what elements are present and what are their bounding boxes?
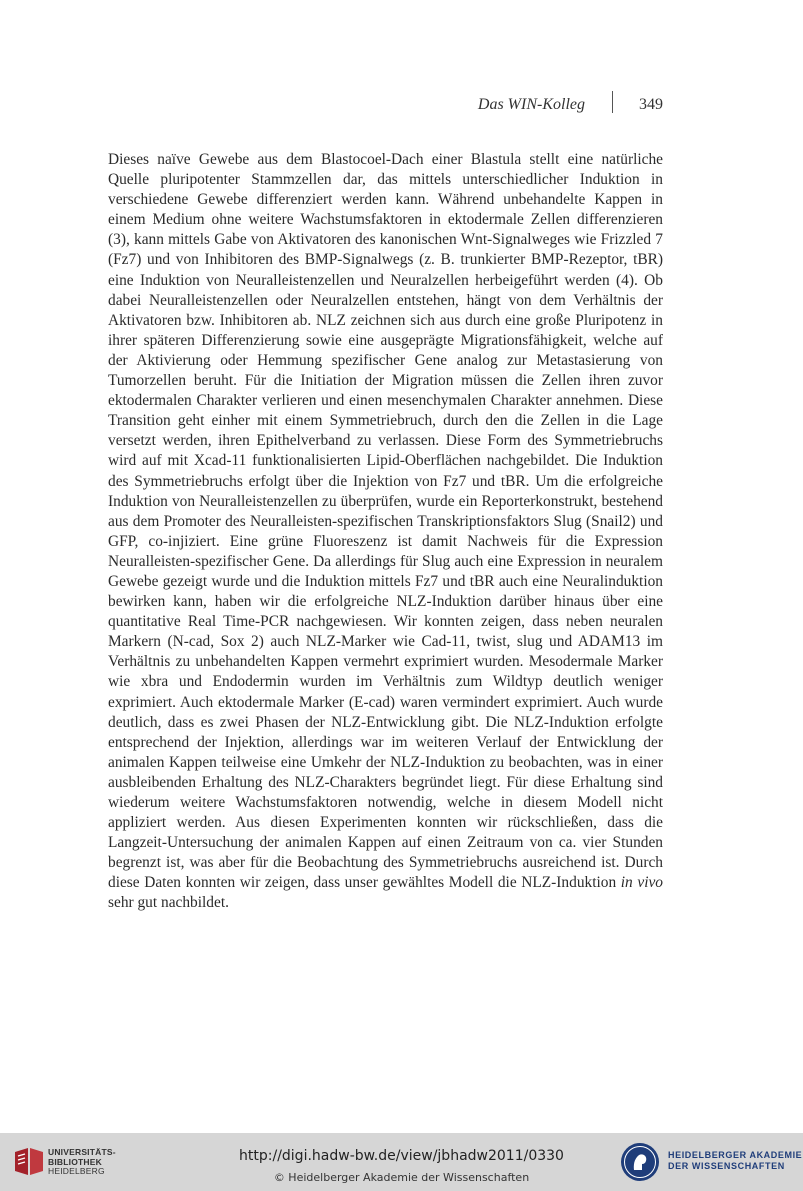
footer-bar — [0, 1133, 803, 1191]
academy-name — [668, 1150, 802, 1171]
library-name-line: UNIVERSITÄTS- — [48, 1147, 116, 1157]
academy-name-line: DER WISSENSCHAFTEN — [668, 1160, 785, 1171]
running-title: Das WIN-Kolleg — [477, 96, 585, 113]
permalink-url[interactable]: http://digi.hadw-bw.de/view/jbhadw2011/0330 — [239, 1148, 564, 1164]
header-divider — [612, 91, 613, 113]
library-name-line: BIBLIOTHEK — [48, 1156, 102, 1167]
academy-name-line: HEIDELBERGER AKADEMIE — [668, 1150, 803, 1160]
italic-term: in vivo — [620, 874, 664, 892]
paragraph — [108, 150, 663, 914]
page-number: 349 — [639, 96, 663, 113]
body-paragraph — [108, 150, 663, 914]
academy-seal-icon — [620, 1142, 660, 1182]
running-head — [108, 93, 663, 119]
paragraph-text-end: sehr gut nachbildet. — [108, 894, 229, 912]
paragraph-text: Dieses naïve Gewebe aus dem Blastocoel-Dach einer Blastula stellt eine natürliche Quelle pluripotenter Stammzellen dar, das mittels unterschiedlicher Induktion in verschiedene Gewebe differenziert werden kann. Während unbehandelte Kappen in einem Medium ohne weitere Wachstumsfaktoren in ektodermale Zellen differenzieren (3), kann mittels Gabe von Aktivatoren des kanonischen Wnt-Signalweges wie Frizzled 7 (Fz7) und von Inhibitoren des BMP-Signalwegs (z. B. trunkierter BMP-Rezeptor, tBR) eine Induktion von Neuralleistenzellen und Neuralzellen herbeigeführt werden (4). Ob dabei Neuralleistenzellen oder Neuralzellen entstehen, hängt von dem Verhältnis der Aktivatoren bzw. Inhibitoren ab. NLZ zeichnen sich aus durch eine große Pluripotenz in ihrer späteren Differenzierung sowie eine ausgeprägte Migrationsfähigkeit, welche auf der Aktivierung oder Hemmung spezifischer Gene analog zur Metastasierung von Tumorzellen beruht. Für die Initiation der Migration müssen die Zellen ihren zuvor ektodermalen Charakter verlieren und einen mesenchymalen Charakter annehmen. Diese Transition geht einher mit einem Symmetriebruch, durch den die Zellen in die Lage versetzt werden, ihren Epithelverband zu verlassen. Diese Form des Symmetriebruchs wird auf mit Xcad-11 funktionalisierten Lipid-Oberflächen nachgebildet. Die Induktion des Symmetriebruchs erfolgt über die Injektion von Fz7 und tBR. Um die erfolgreiche Induktion von Neuralleistenzellen zu überprüfen, wurde ein Reporterkonstrukt, bestehend aus dem Promoter des Neuralleisten-spezifischen Transkriptionsfaktors Slug (Snail2) und GFP, co-injiziert. Eine grüne Fluoreszenz ist damit Nachweis für die Expression Neuralleisten-spezifischer Gene. Da allerdings für Slug auch eine Expression in neuralem Gewebe gezeigt wurde und die Induktion mittels Fz7 und tBR auch eine Neuralinduktion bewirken kann, haben wir die erfolgreiche NLZ-Induktion darüber hinaus über eine quantitative Real Time-PCR nachgewiesen. Wir konnten zeigen, dass neben neuralen Markern (N-cad, Sox 2) auch NLZ-Marker wie Cad-11, twist, slug und ADAM13 im Verhältnis zu unbehandelten Kappen vermehrt exprimiert wurden. Mesodermale Marker wie xbra und Endodermin wurden im Verhältnis zum Wildtyp deutlich weniger exprimiert. Auch ektodermale Marker (E-cad) waren vermindert exprimiert. Auch wurde deutlich, dass es zwei Phasen der NLZ-Entwicklung gibt. Die NLZ-Induktion erfolgte entsprechend der Injektion, allerdings war im weiteren Verlauf der Entwicklung der animalen Kappen teilweise eine Umkehr der NLZ-Induktion zu beobachten, was in einer ausbleibenden Erhaltung des NLZ-Charakters begründet liegt. Für diese Erhaltung sind wiederum weitere Wachstumsfaktoren notwendig, welche in diesem Modell nicht appliziert werden. Aus diesen Experimenten konnten wir rückschließen, dass die Langzeit-Untersuchung der animalen Kappen auf einen Zeitraum von ca. vier Stunden begrenzt ist, was aber für die Beobachtung des Symmetriebruchs ausreichend ist. Durch diese Daten konnten wir zeigen, dass unser gewähltes Modell die NLZ-Induktion — [108, 151, 663, 892]
library-name-line: HEIDELBERG — [48, 1166, 105, 1176]
copyright-notice: © Heidelberger Akademie der Wissenschaften — [273, 1171, 530, 1184]
